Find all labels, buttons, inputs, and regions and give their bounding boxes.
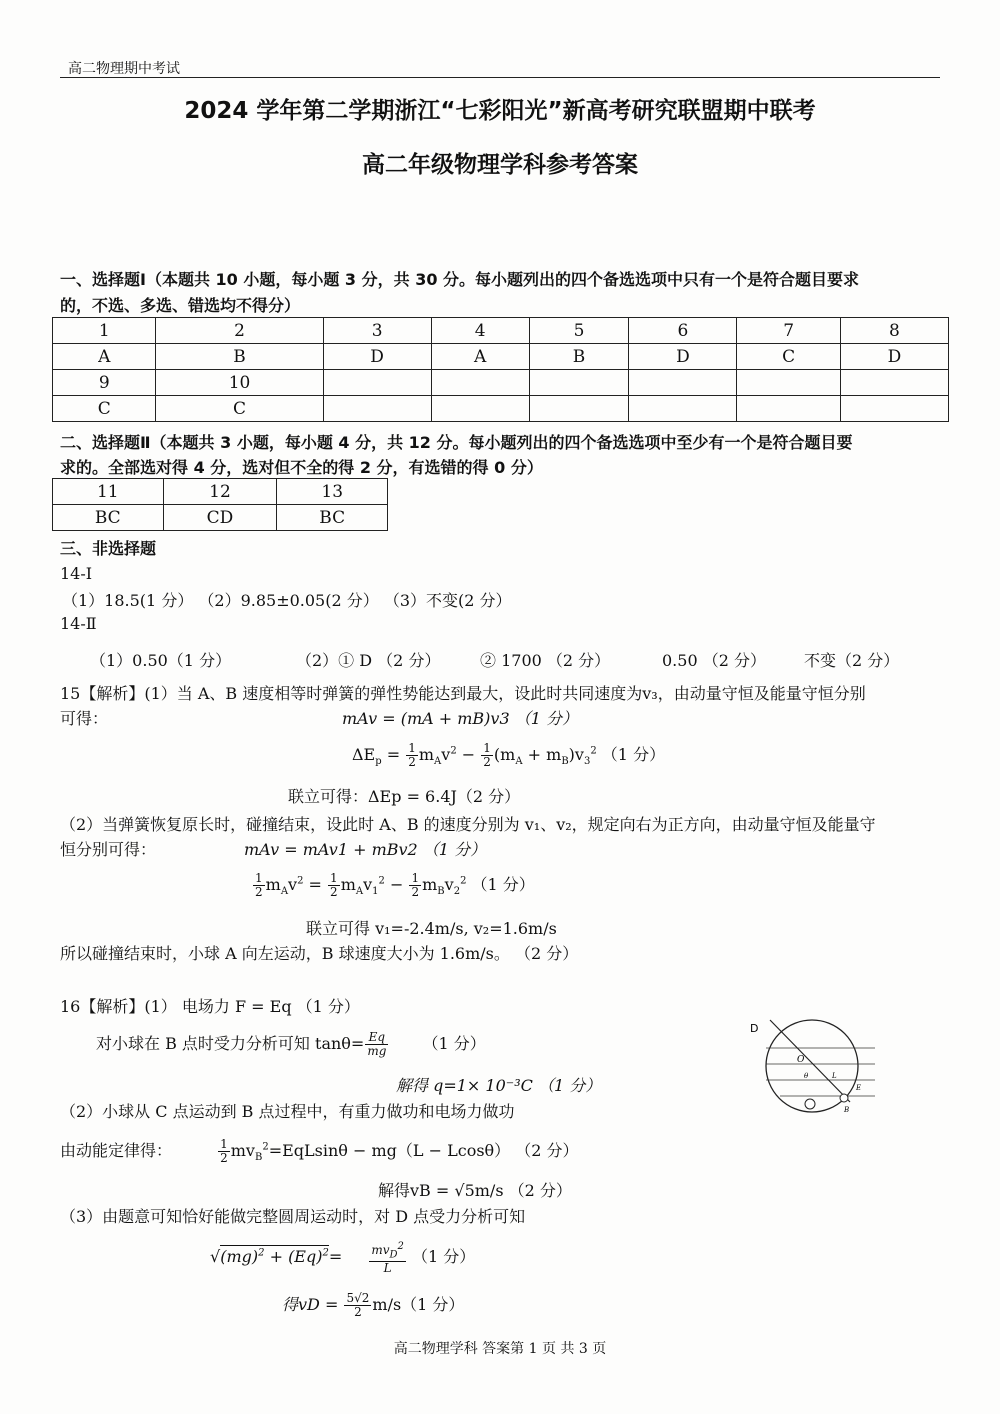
table-cell: 13 [277, 479, 388, 505]
q15-equation4-score: （1 分） [471, 875, 535, 894]
table-cell: BC [277, 505, 388, 531]
table-cell: 11 [53, 479, 164, 505]
figure-label-l: L [832, 1072, 837, 1080]
figure-label-b: B [844, 1106, 850, 1114]
section2-heading-line1: 二、选择题Ⅱ（本题共 3 小题，每小题 4 分，共 12 分。每小题列出的四个备选选项中至少有一个是符合题目要 [60, 433, 853, 452]
q16-line9: 得vD = $\frac{5√2}{2}$ m/s（1 分） [282, 1291, 465, 1319]
figure-label-o: O [797, 1055, 805, 1065]
q16-line2: 对小球在 B 点时受力分析可知 tanθ= $\frac{Eq}{mg}$ （1 分） [96, 1030, 486, 1058]
q16-line3: 解得 q=1× 10⁻³C （1 分） [396, 1076, 602, 1095]
q15-equation2: $\Delta E_p$ = $\frac{1}{2}$ $m_Av^2$ − $\frac{1}{2}$ $(m_A + m_B)v_3^2$ （1 分） [352, 741, 666, 769]
table-cell [629, 370, 737, 396]
q16-line5-equation: =EqLsinθ − mg（L − Lcosθ） （2 分） [268, 1141, 579, 1160]
table-cell [737, 396, 840, 422]
q16-line8-score: （1 分） [412, 1247, 476, 1267]
table-cell: D [840, 344, 948, 370]
section2-heading-line2: 求的。全部选对得 4 分，选对但不全的得 2 分，有选错的得 0 分） [60, 458, 543, 477]
section1-answer-table [52, 317, 949, 422]
q16-line9-score: m/s（1 分） [372, 1295, 465, 1314]
table-cell [529, 370, 629, 396]
table-cell [840, 396, 948, 422]
figure-label-theta: θ [804, 1072, 809, 1080]
table-cell [323, 396, 431, 422]
q16-line5-text: 由动能定律得： [60, 1141, 173, 1160]
table-cell: C [737, 344, 840, 370]
q14-2-part1: （1）0.50（1 分） [90, 651, 232, 670]
table-cell: 6 [629, 318, 737, 344]
table-row [53, 344, 949, 370]
page-footer: 高二物理学科 答案第 1 页 共 3 页 [393, 1341, 607, 1357]
table-cell: 12 [163, 479, 277, 505]
q15-equation2-score: （1 分） [601, 745, 666, 764]
table-row [53, 479, 388, 505]
table-row [53, 318, 949, 344]
circle-motion-figure [740, 1018, 880, 1118]
table-cell: 1 [53, 318, 156, 344]
q14-2-part3: 0.50 （2 分） [662, 651, 766, 670]
page-subtitle: 高二年级物理学科参考答案 [362, 152, 638, 178]
table-cell [529, 396, 629, 422]
section1-heading-line2: 的，不选、多选、错选均不得分） [60, 296, 301, 315]
q16-line4: （2）小球从 C 点运动到 B 点过程中，有重力做功和电场力做功 [60, 1102, 515, 1121]
table-cell [629, 396, 737, 422]
q15-line2: 可得： [60, 709, 109, 728]
table-cell: BC [53, 505, 164, 531]
ball-c [805, 1099, 815, 1109]
section2-answer-table [52, 478, 388, 531]
q16-line7: （3）由题意可知恰好能做完整圆周运动时，对 D 点受力分析可知 [60, 1207, 526, 1226]
table-cell: 9 [53, 370, 156, 396]
q16-line8: $√(mg)^2 + (Eq)^2=$ $\frac{mv_D^2}{L}$ （1 分） [210, 1241, 476, 1276]
q14-1-answer: （1）18.5(1 分） （2）9.85±0.05(2 分） （3）不变(2 分） [62, 591, 512, 610]
q16-line2-text: 对小球在 B 点时受力分析可知 tanθ= [96, 1034, 365, 1053]
section3-heading: 三、非选择题 [60, 539, 157, 558]
q16-line5: 由动能定律得： $\frac{1}{2}$ $mv_B^2=EqLsin\theta - mg(L - Lcos\theta)$ （2 分） [60, 1137, 579, 1165]
q15-line4: 恒分别可得： [60, 840, 157, 859]
table-cell [431, 370, 529, 396]
table-cell: CD [163, 505, 277, 531]
q15-result1: 联立可得：ΔEp = 6.4J（2 分） [288, 787, 521, 806]
q15-line3: （2）当弹簧恢复原长时，碰撞结束，设此时 A、B 的速度分别为 v₁、v₂，规定向右为正方向，由动量守恒及能量守 [60, 815, 876, 834]
figure-label-d: D [750, 1022, 759, 1035]
q15-equation4: $\frac{1}{2}$ $m_Av^2$ = $\frac{1}{2}$ $m_Av_1^2$ − $\frac{1}{2}$ $m_Bv_2^2$ （1 分） [255, 871, 535, 899]
table-cell: 2 [156, 318, 323, 344]
q14-2-part2a: （2）① D （2 分） [296, 651, 441, 670]
table-cell [840, 370, 948, 396]
table-cell: 3 [323, 318, 431, 344]
q15-equation1: mAv = (mA + mB)v3 （1 分） [342, 709, 578, 728]
ball-b [840, 1094, 848, 1102]
table-cell: D [629, 344, 737, 370]
table-cell: C [156, 396, 323, 422]
q16-line9-text: 得vD = [282, 1295, 339, 1314]
q15-line1: 15【解析】(1）当 A、B 速度相等时弹簧的弹性势能达到最大，设此时共同速度为v₃，由动量守恒及能量守恒分别 [60, 684, 866, 703]
table-cell: D [323, 344, 431, 370]
table-cell: 5 [529, 318, 629, 344]
table-cell [323, 370, 431, 396]
string-line [770, 1020, 850, 1102]
q14-1-label: 14-Ⅰ [60, 564, 93, 583]
page-title: 2024 学年第二学期浙江“七彩阳光”新高考研究联盟期中联考 [184, 98, 816, 124]
table-row [53, 505, 388, 531]
table-cell: B [156, 344, 323, 370]
q16-line1: 16【解析】(1） 电场力 F = Eq （1 分） [60, 997, 360, 1016]
q14-2-label: 14-Ⅱ [60, 614, 97, 633]
table-cell: A [53, 344, 156, 370]
q16-line6: 解得vB = √5m/s （2 分） [378, 1181, 572, 1200]
table-cell: B [529, 344, 629, 370]
header-divider [60, 77, 940, 78]
table-cell: C [53, 396, 156, 422]
table-cell: A [431, 344, 529, 370]
table-cell [431, 396, 529, 422]
table-cell: 10 [156, 370, 323, 396]
section1-heading-line1: 一、选择题Ⅰ（本题共 10 小题，每小题 3 分，共 30 分。每小题列出的四个备选选项中只有一个是符合题目要求 [60, 270, 860, 289]
figure-label-e: E [856, 1084, 862, 1092]
table-cell [737, 370, 840, 396]
q15-result2: 联立可得 v₁=-2.4m/s, v₂=1.6m/s [306, 919, 557, 938]
q14-2-part4: 不变（2 分） [804, 651, 900, 670]
q14-2-part2b: ② 1700 （2 分） [480, 651, 611, 670]
table-row [53, 370, 949, 396]
q15-equation3: mAv = mAv1 + mBv2 （1 分） [244, 840, 487, 859]
table-cell: 4 [431, 318, 529, 344]
table-cell: 7 [737, 318, 840, 344]
q15-conclusion: 所以碰撞结束时，小球 A 向左运动，B 球速度大小为 1.6m/s。 （2 分） [60, 944, 579, 963]
table-cell: 8 [840, 318, 948, 344]
q16-line2-score: （1 分） [422, 1034, 486, 1053]
header-label: 高二物理期中考试 [68, 61, 180, 77]
table-row [53, 396, 949, 422]
